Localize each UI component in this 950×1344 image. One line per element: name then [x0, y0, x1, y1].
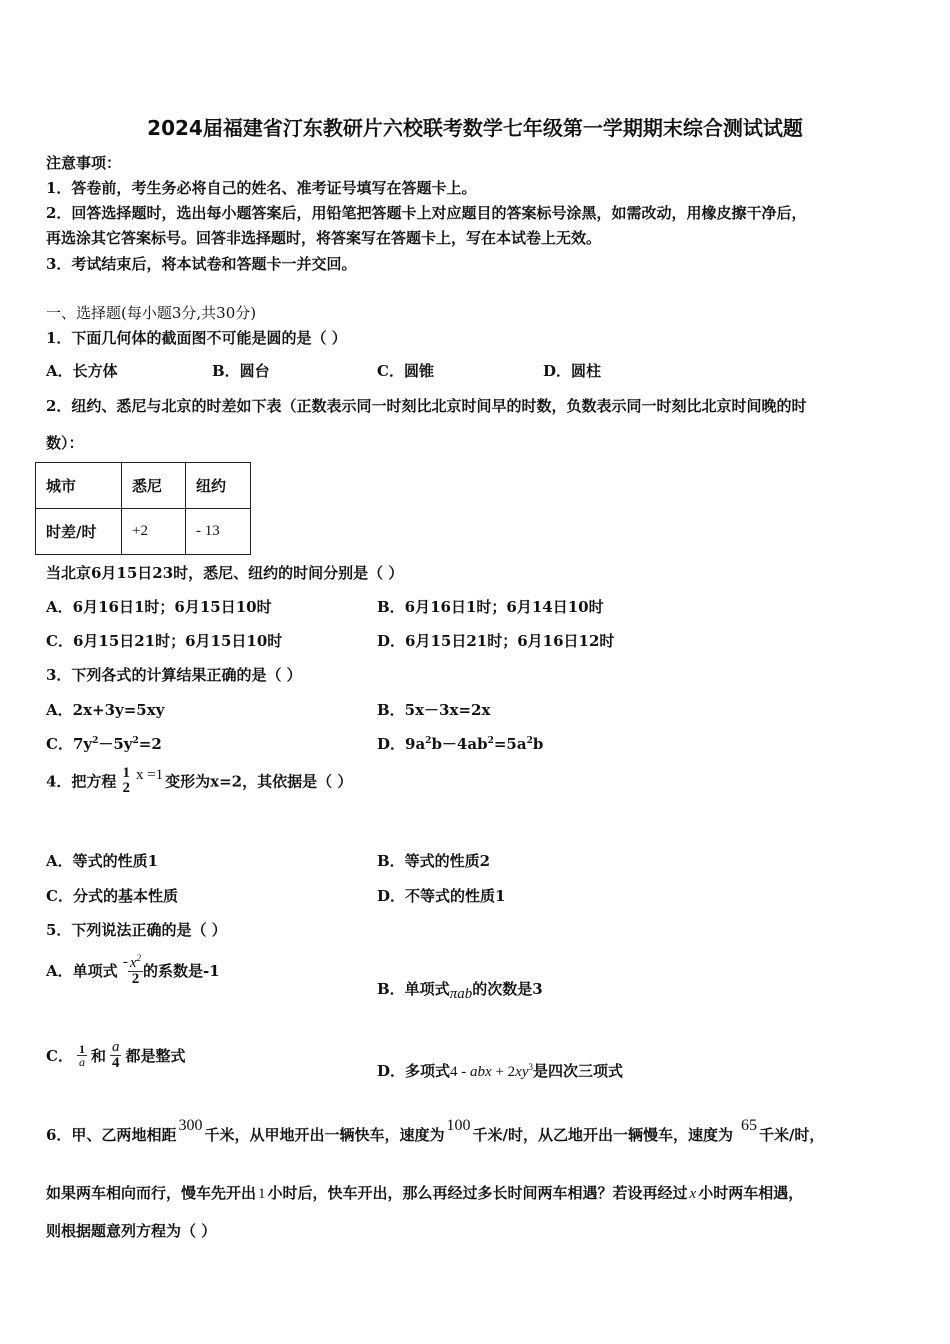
monomial: πab [449, 986, 473, 1002]
table-cell: +2 [122, 509, 186, 555]
section-heading: 一、选择题(每小题3分,共30分) [46, 304, 257, 322]
text: D．多项式 [377, 1062, 451, 1080]
q5-stem: 5．下列说法正确的是（ ） [46, 921, 227, 939]
fraction-numerator: 1 [122, 765, 130, 781]
q6-stem-line-1 [46, 1117, 825, 1154]
minus-sign: - [122, 954, 128, 970]
text: 6．甲、乙两地相距 [46, 1126, 177, 1144]
text: =5a [493, 735, 527, 753]
q6-stem-line-2 [46, 1182, 803, 1203]
page-title: 2024届福建省汀东教研片六校联考数学七年级第一学期期末综合测试试题 [147, 116, 803, 140]
text: D．9a [377, 735, 426, 753]
text: 变形为x=2，其依据是（ ） [165, 772, 353, 791]
notice-item-2-cont: 再选涂其它答案标号。回答非选择题时，将答案写在答题卡上，写在本试卷上无效。 [46, 229, 602, 247]
q2-option-a: A．6月16日1时；6月15日10时 [46, 598, 272, 616]
superscript: 2 [526, 736, 533, 746]
text: 小时两车相遇， [698, 1184, 804, 1202]
table-cell: 时差/时 [36, 509, 122, 555]
fraction-denominator: 4 [111, 1055, 120, 1071]
table-row [36, 463, 251, 509]
fraction-numerator: a [111, 1039, 120, 1055]
fraction-denominator: 2 [128, 971, 143, 987]
table-cell: - 13 [186, 509, 251, 555]
q2-option-d: D．6月15日21时；6月16日12时 [377, 632, 615, 650]
text: b－4ab [431, 735, 488, 753]
polynomial: + 2 [491, 1064, 516, 1080]
text: b [532, 735, 544, 753]
fraction-denominator: 2 [122, 780, 130, 796]
q1-stem: 1．下面几何体的截面图不可能是圆的是（ ） [46, 329, 347, 347]
text: =2 [138, 735, 162, 753]
q4-option-a: A．等式的性质1 [46, 852, 159, 870]
text: 小时后，快车开出，那么再经过多长时间两车相遇？若设再经过 [267, 1184, 688, 1202]
text: 的次数是3 [472, 980, 543, 998]
fraction [128, 954, 143, 987]
q4-option-c: C．分式的基本性质 [46, 887, 178, 905]
text: x [129, 955, 137, 971]
text: C． [46, 1047, 73, 1065]
table-cell: 悉尼 [122, 463, 186, 509]
text: 千米/时， [758, 1126, 825, 1144]
q3-option-a: A．2x+3y=5xy [46, 701, 165, 719]
superscript: 2 [425, 736, 432, 746]
text: －5y [98, 735, 133, 753]
q5-option-b [377, 978, 543, 1002]
variable: x [689, 1186, 697, 1202]
q4-option-b: B．等式的性质2 [377, 852, 491, 870]
q1-option-a: A．长方体 [46, 362, 118, 380]
fraction [110, 1040, 122, 1071]
q2-stem-cont: 数）： [46, 434, 84, 452]
text: C．7y [46, 735, 93, 753]
polynomial: 4 - [450, 1064, 471, 1080]
text: 千米，从甲地开出一辆快车，速度为 [204, 1126, 445, 1144]
text: 和 [90, 1047, 106, 1065]
q5-option-c [46, 1040, 185, 1084]
q3-option-d [377, 733, 543, 754]
equation: x =1 [135, 766, 164, 783]
text: 的系数是-1 [143, 962, 220, 980]
superscript: 2 [136, 953, 142, 963]
text: 是四次三项式 [532, 1062, 623, 1080]
q4-option-d: D．不等式的性质1 [377, 887, 506, 905]
text: 4．把方程 [46, 772, 117, 791]
q1-option-b: B．圆台 [212, 362, 270, 380]
text: B．单项式 [377, 980, 450, 998]
fraction [77, 1043, 87, 1068]
notice-heading: 注意事项： [46, 154, 122, 172]
table-row [36, 509, 251, 555]
number: 1 [258, 1186, 266, 1202]
q3-option-b: B．5x－3x=2x [377, 701, 491, 719]
fraction-denominator: a [78, 1055, 85, 1069]
q3-option-c [46, 733, 162, 754]
table-cell: 纽约 [186, 463, 251, 509]
q1-option-d: D．圆柱 [543, 362, 602, 380]
q2-option-b: B．6月16日1时；6月14日10时 [377, 598, 604, 616]
text: 都是整式 [125, 1047, 186, 1065]
q2-question: 当北京6月15日23时，悉尼、纽约的时间分别是（ ） [46, 564, 404, 582]
table-cell: 城市 [36, 463, 122, 509]
timezone-table [35, 462, 251, 555]
fraction-numerator [128, 954, 143, 971]
text: A．单项式 [46, 962, 118, 980]
number: 300 [178, 1117, 203, 1134]
number: 100 [446, 1117, 471, 1134]
superscript: 2 [92, 736, 99, 746]
notice-item-2: 2．回答选择题时，选出每小题答案后，用铅笔把答题卡上对应题目的答案标号涂黑，如需改动，用橡皮擦干净后， [46, 204, 807, 222]
q4-stem [46, 766, 352, 816]
q6-stem-line-3: 则根据题意列方程为（ ） [46, 1222, 217, 1240]
q5-option-d [377, 1060, 623, 1081]
fraction-numerator: 1 [78, 1042, 85, 1056]
notice-item-1: 1．答卷前，考生务必将自己的姓名、准考证号填写在答题卡上。 [46, 179, 477, 197]
fraction [120, 766, 132, 796]
polynomial: xy [515, 1064, 529, 1080]
notice-item-3: 3．考试结束后，将本试卷和答题卡一并交回。 [46, 255, 357, 273]
q2-stem: 2．纽约、悉尼与北京的时差如下表（正数表示同一时刻比北京时间早的时数，负数表示同一时刻比北京时间晚的时 [46, 397, 807, 415]
q3-stem: 3．下列各式的计算结果正确的是（ ） [46, 666, 302, 684]
superscript: 2 [132, 736, 139, 746]
superscript: 3 [528, 1062, 533, 1072]
polynomial: abx [470, 1064, 492, 1080]
text: 千米/时，从乙地开出一辆慢车，速度为 [472, 1126, 733, 1144]
q1-option-c: C．圆锥 [377, 362, 434, 380]
superscript: 2 [487, 736, 494, 746]
q2-option-c: C．6月15日21时；6月15日10时 [46, 632, 283, 650]
number: 65 [740, 1117, 757, 1134]
text: 如果两车相向而行，慢车先开出 [46, 1184, 257, 1202]
q5-option-a [46, 954, 220, 1004]
